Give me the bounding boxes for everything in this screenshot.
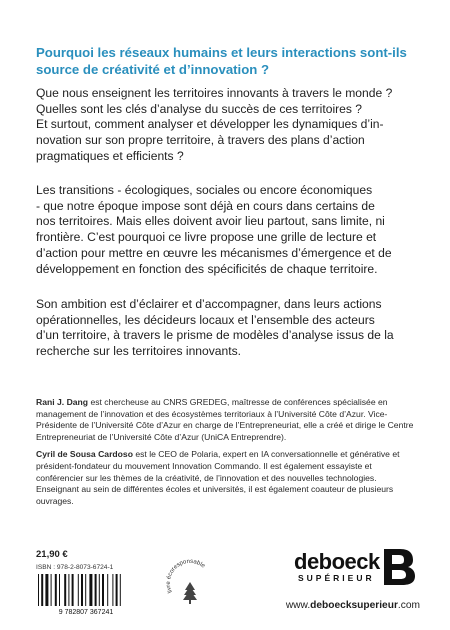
back-cover	[36, 0, 418, 630]
paragraph-transitions	[36, 183, 418, 277]
publisher-website[interactable]	[276, 600, 420, 611]
barcode-bar	[78, 574, 79, 606]
website-suffix: .com	[397, 600, 420, 611]
text-line: d’action pour mettre en œuvre les mécanismes d’émergence et de	[36, 245, 392, 260]
barcode-bar	[112, 574, 113, 606]
bio-author-1	[36, 397, 418, 443]
barcode-bar	[116, 574, 118, 606]
text-line: nos territoires. Mais elles doivent avoir lieu partout, sans limite, ni	[36, 214, 385, 229]
bio-author-2	[36, 449, 418, 507]
text-line: Quelles sont les clés d’analyse du succès de ces territoires ?	[36, 101, 363, 116]
website-brand: deboecksuperieur	[310, 600, 398, 611]
author-name: Rani J. Dang	[36, 397, 89, 407]
text-line: Et surtout, comment analyser et développer les dynamiques d’in-	[36, 117, 384, 132]
barcode-bar	[55, 574, 57, 606]
text-line: pragmatiques et efficients ?	[36, 148, 184, 163]
barcode-bar	[59, 574, 60, 606]
paragraph-ambition	[36, 297, 418, 360]
barcode	[32, 572, 140, 616]
logo-b-mark	[384, 549, 415, 585]
barcode-bar	[89, 574, 92, 606]
barcode-bar	[99, 574, 100, 606]
website-prefix: www.	[285, 600, 311, 611]
isbn: ISBN : 978-2-8073-6724-1	[36, 564, 114, 571]
author-bios	[36, 397, 418, 513]
deboeck-superieur-logo	[292, 545, 418, 587]
barcode-bar	[107, 574, 108, 606]
bio-text: est le CEO de Polaria, expert en IA conversationnelle et générative et président-fondateur du mouvement Innovation Commando. Il est également essayiste et conférencier sur les thèmes de la créativité, de l’innovation et des nouvelles technologies. Enseignant au sein de différentes écoles et universités, il est également coauteur de plusieurs ouvrages.	[36, 449, 400, 506]
paragraph-questions	[36, 86, 418, 165]
barcode-bar	[45, 574, 48, 606]
barcode-number: 9 782807 367241	[58, 609, 114, 616]
barcode-bar	[38, 574, 39, 606]
barcode-bar	[41, 574, 43, 606]
price: 21,90 €	[36, 549, 68, 560]
barcode-bar	[85, 574, 86, 606]
author-name: Cyril de Sousa Cardoso	[36, 449, 133, 460]
barcode-bar	[72, 574, 74, 606]
text-line: développement en fonction des spécificités de chaque territoire.	[36, 261, 378, 276]
bio-text: est chercheuse au CNRS GREDEG, maîtresse de conférences spécialisée en management de l’innovation et des écosystèmes territoriaux à l’Université Côte d’Azur. Vice-Présidente de l’Université Côte d’Azur en charge de l’Entrepreneuriat, elle a créé et dirige le Centre Entrepreneuriat de l’Université Côte d’Azur (UniCA Entreprendre).	[36, 397, 414, 442]
tree-icon	[183, 582, 197, 604]
text-line: novation sur son propre territoire, à travers des plans d’action	[36, 133, 365, 148]
text-line: frontière. C’est pourquoi ce livre propose une grille de lecture et	[36, 230, 377, 245]
barcode-bar	[120, 574, 121, 606]
text-line: Son ambition est d’éclairer et d’accompagner, dans leurs actions	[36, 297, 382, 311]
eco-responsible-icon	[160, 552, 220, 612]
text-line: recherche sur les territoires innovants.	[36, 344, 242, 359]
text-line: opérationnelles, les décideurs locaux et l’ensemble des acteurs	[36, 312, 375, 327]
barcode-bar	[68, 574, 69, 606]
barcode-bar	[81, 574, 83, 606]
text-line: - que notre époque impose sont déjà en cours dans certains de	[36, 198, 375, 213]
text-line: Que nous enseignent les territoires innovants à travers le monde ?	[36, 86, 393, 100]
text-line: Les transitions - écologiques, sociales ou encore économiques	[36, 183, 373, 197]
barcode-bar	[102, 574, 104, 606]
logo-main: deboeck	[294, 549, 380, 574]
barcode-bar	[95, 574, 97, 606]
eco-label: livre écoresponsable	[165, 558, 206, 594]
text-line: d’un territoire, à travers le prisme de modèles d’analyse issus de la	[36, 328, 394, 343]
barcode-bar	[64, 574, 66, 606]
barcode-bar	[51, 574, 52, 606]
logo-sub: SUPÉRIEUR	[298, 573, 375, 583]
headline: Pourquoi les réseaux humains et leurs interactions sont-ils source de créativité et d’innovation ?	[36, 45, 407, 77]
